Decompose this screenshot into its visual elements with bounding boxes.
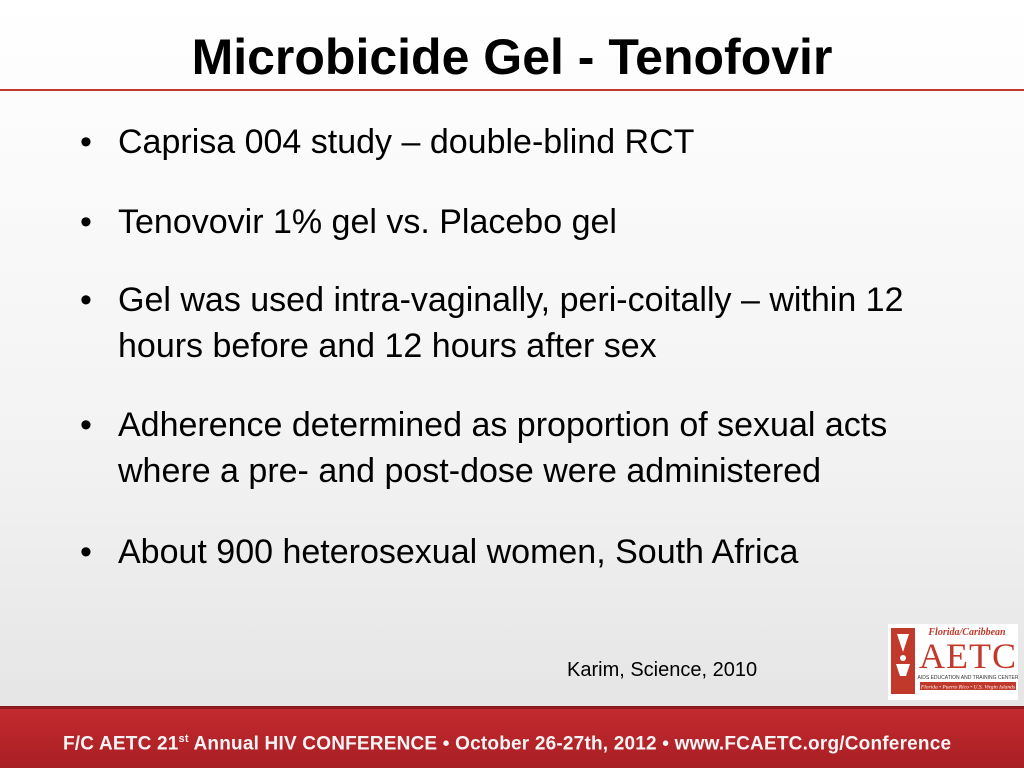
footer-separator: •	[656, 733, 675, 755]
slide-title: Microbicide Gel - Tenofovir	[191, 29, 833, 85]
bullet-glyph: •	[80, 203, 92, 241]
citation: Karim, Science, 2010	[567, 659, 758, 681]
footer-ordinal-suffix: st	[178, 733, 189, 745]
bullet-text: Caprisa 004 study – double-blind RCT	[118, 123, 695, 161]
footer-text	[63, 726, 1003, 757]
bullet-text: Gel was used intra-vaginally, peri-coitally – within 12 hours before and 12 hours after sex	[118, 281, 904, 365]
bullet-item	[74, 402, 934, 494]
footer-dates: October 26-27th, 2012	[455, 733, 657, 755]
bullet-text: Adherence determined as proportion of sexual acts where a pre- and post-dose were administered	[118, 406, 888, 490]
logo-top-text: Florida/Caribbean	[928, 627, 1006, 638]
footer-conference-prefix: F/C AETC 21	[63, 733, 179, 755]
bullet-item	[74, 199, 934, 245]
bullet-list	[74, 119, 934, 575]
aetc-logo	[888, 624, 1018, 700]
bullet-item	[74, 119, 934, 165]
footer-url-link[interactable]: www.FCAETC.org/Conference	[674, 733, 952, 755]
bullet-glyph: •	[80, 281, 92, 319]
bullet-item	[74, 277, 934, 369]
logo-bottom-text: Florida • Puerto Rico • U.S. Virgin Islands	[920, 684, 1016, 691]
title-divider	[0, 89, 1024, 91]
bullet-glyph: •	[80, 123, 92, 161]
footer-divider	[0, 706, 1024, 709]
footer-separator: •	[437, 733, 456, 755]
logo-main-text: AETC	[919, 636, 1017, 676]
bullet-item	[74, 529, 934, 575]
bullet-text: About 900 heterosexual women, South Africa	[118, 533, 799, 571]
ribbon-figure-icon	[891, 628, 915, 694]
logo-sub-text: AIDS EDUCATION AND TRAINING CENTER	[917, 675, 1018, 681]
bullet-glyph: •	[80, 533, 92, 571]
bullet-glyph: •	[80, 406, 92, 444]
footer-conference-name: Annual HIV CONFERENCE	[188, 733, 438, 755]
bullet-text: Tenovovir 1% gel vs. Placebo gel	[118, 203, 617, 241]
